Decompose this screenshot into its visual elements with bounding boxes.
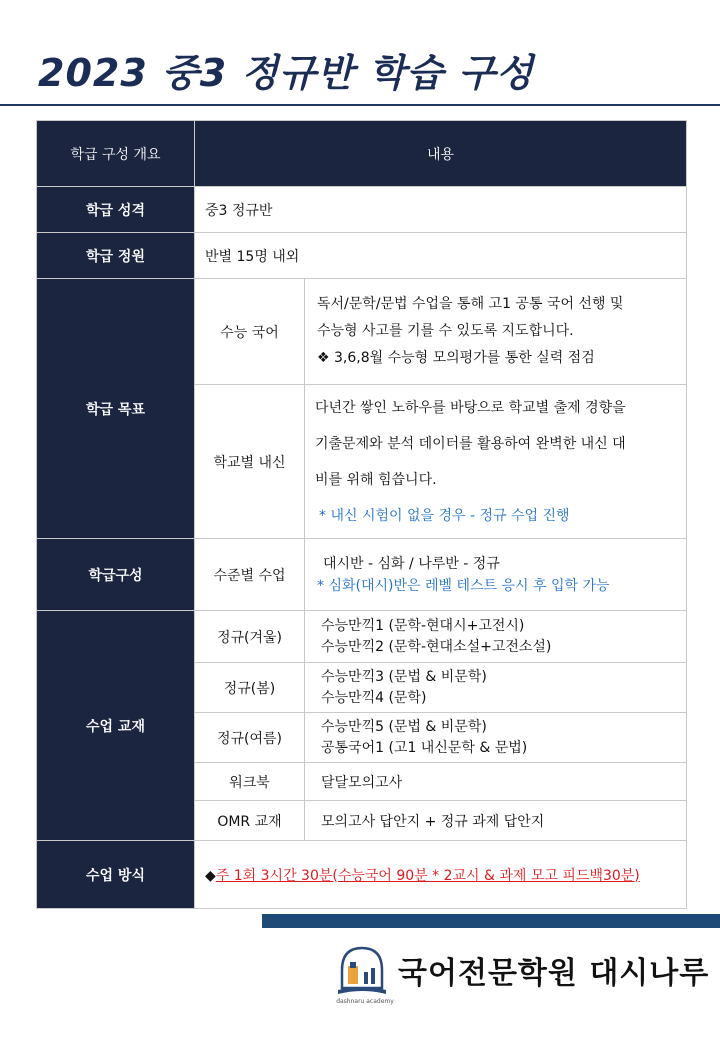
value-suneung bbox=[305, 279, 687, 385]
row-capacity bbox=[37, 233, 687, 279]
textbook-line: 수능만끽2 (문학-현대소설+고전소설) bbox=[321, 638, 552, 655]
row-goals-suneung bbox=[37, 279, 687, 385]
suneung-line1: 독서/문학/문법 수업을 통해 고1 공통 국어 선행 및 bbox=[317, 296, 624, 312]
diamond-bullet-icon: ◆ bbox=[205, 867, 216, 884]
value-school bbox=[305, 385, 687, 539]
row-textbook-winter bbox=[37, 611, 687, 663]
textbook-line: 수능만끽3 (문법 & 비문학) bbox=[321, 668, 487, 685]
suneung-line2: 수능형 사고를 기를 수 있도록 지도합니다. bbox=[317, 323, 574, 339]
school-line2: 기출문제와 분석 데이터를 활용하여 완벽한 내신 대 bbox=[315, 435, 626, 452]
table-header-row bbox=[37, 121, 687, 187]
curriculum-table bbox=[36, 120, 687, 909]
value-method bbox=[195, 841, 687, 909]
textbook-label: 워크북 bbox=[195, 763, 305, 801]
textbook-line: 수능만끽5 (문법 & 비문학) bbox=[321, 718, 487, 735]
school-line1: 다년간 쌓인 노하우를 바탕으로 학교별 출제 경향을 bbox=[315, 399, 626, 416]
title-divider bbox=[0, 104, 720, 106]
textbook-line: 수능만끽4 (문학) bbox=[321, 689, 427, 706]
composition-note: * 심화(대시)반은 레벨 테스트 응시 후 입학 가능 bbox=[317, 577, 610, 594]
textbook-value bbox=[305, 611, 687, 663]
textbook-value: 모의고사 답안지 + 정규 과제 답안지 bbox=[305, 801, 687, 841]
row-nature bbox=[37, 187, 687, 233]
suneung-line3: ❖ 3,6,8월 수능형 모의평가를 통한 실력 점검 bbox=[317, 350, 595, 366]
composition-line1: 대시반 - 심화 / 나루반 - 정규 bbox=[323, 555, 500, 572]
label-textbooks: 수업 교재 bbox=[37, 611, 195, 841]
value-capacity: 반별 15명 내외 bbox=[195, 233, 687, 279]
page-title: 2023 중3 정규반 학습 구성 bbox=[38, 51, 534, 95]
school-line3: 비를 위해 힘씁니다. bbox=[315, 471, 437, 488]
textbook-value: 달달모의고사 bbox=[305, 763, 687, 801]
label-method: 수업 방식 bbox=[37, 841, 195, 909]
label-capacity: 학급 정원 bbox=[37, 233, 195, 279]
value-composition bbox=[305, 539, 687, 611]
textbook-line: 공통국어1 (고1 내신문학 & 문법) bbox=[321, 739, 528, 756]
label-goals: 학급 목표 bbox=[37, 279, 195, 539]
textbook-line: 수능만끽1 (문학-현대시+고전시) bbox=[321, 617, 525, 634]
brand-name: 국어전문학원 대시나루 bbox=[398, 956, 710, 991]
label-composition: 학급구성 bbox=[37, 539, 195, 611]
logo-caption: dashnaru academy bbox=[336, 998, 394, 1005]
textbook-value bbox=[305, 713, 687, 763]
sub-composition: 수준별 수업 bbox=[195, 539, 305, 611]
academy-logo-icon bbox=[336, 942, 388, 1002]
textbook-label: 정규(여름) bbox=[195, 713, 305, 763]
textbook-label: 정규(겨울) bbox=[195, 611, 305, 663]
school-note: * 내신 시험이 없을 경우 - 정규 수업 진행 bbox=[319, 507, 570, 524]
textbook-label: 정규(봄) bbox=[195, 663, 305, 713]
sub-suneung: 수능 국어 bbox=[195, 279, 305, 385]
row-composition bbox=[37, 539, 687, 611]
value-nature: 중3 정규반 bbox=[195, 187, 687, 233]
textbook-value bbox=[305, 663, 687, 713]
row-method bbox=[37, 841, 687, 909]
textbook-label: OMR 교재 bbox=[195, 801, 305, 841]
header-overview: 학급 구성 개요 bbox=[37, 121, 195, 187]
sub-school: 학교별 내신 bbox=[195, 385, 305, 539]
header-content: 내용 bbox=[195, 121, 687, 187]
label-nature: 학급 성격 bbox=[37, 187, 195, 233]
method-text: 주 1회 3시간 30분(수능국어 90분 * 2교시 & 과제 모고 피드백30분) bbox=[215, 867, 640, 884]
footer-bar bbox=[262, 914, 720, 928]
